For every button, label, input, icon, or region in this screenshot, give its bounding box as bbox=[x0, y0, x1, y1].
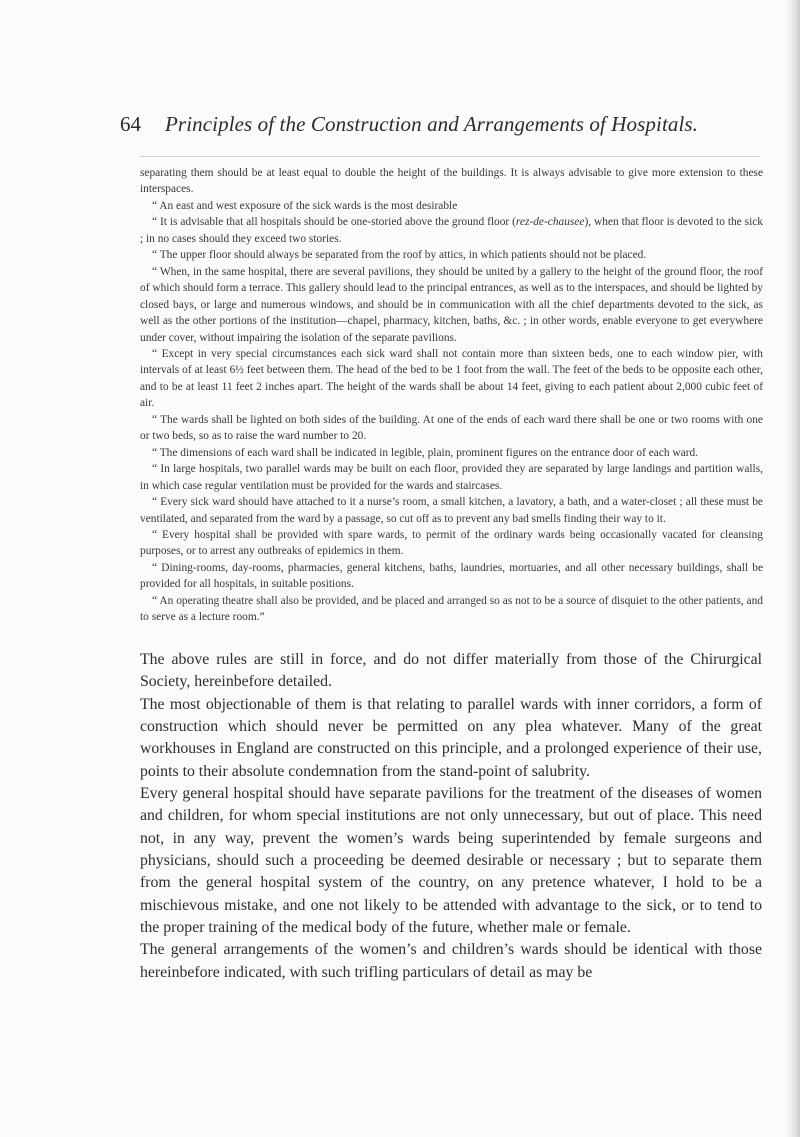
page-header bbox=[120, 112, 740, 142]
rule-paragraph: “ Every hospital shall be provided with spare wards, to permit of the ordinary wards being occasionally vacated for cleansing purposes, or to arrest any outbreaks of epidemics in them. bbox=[140, 528, 763, 558]
rule-paragraph: “ An east and west exposure of the sick wards is the most desirable bbox=[152, 199, 458, 212]
page-number: 64 bbox=[120, 112, 141, 136]
rule-paragraph: “ Except in very special circumstances each sick ward shall not contain more than sixteen beds, one to each window pier, with intervals of at least 6½ feet between them. The head of the bed to be 1 foot from the wall. The feet of the beds to be opposite each other, and to be at least 11 feet 2 inches apart. The height of the wards shall be about 14 feet, giving to each patient about 2,000 cubic feet of air. bbox=[140, 347, 763, 410]
rule-paragraph: “ When, in the same hospital, there are several pavilions, they should be united by a gallery to the height of the ground floor, the roof of which should form a terrace. This gallery should lead to the principal entrances, as well as to the interspaces, and should be lighted by closed bays, or large and numerous windows, and should be in communication with all the chief departments devoted to the sick, as well as the other portions of the institution—chapel, pharmacy, kitchen, baths, &c. ; in other words, enable everyone to get everywhere under cover, without impairing the isolation of the separate pavilions. bbox=[140, 265, 763, 344]
rule-paragraph: “ Dining-rooms, day-rooms, pharmacies, general kitchens, baths, laundries, mortuaries, and all other necessary buildings, shall be provided for all hospitals, in suitable positions. bbox=[140, 561, 763, 591]
rule-paragraph: “ The wards shall be lighted on both sides of the building. At one of the ends of each ward there shall be one or two rooms with one or two beds, so as to raise the ward number to 20. bbox=[140, 413, 763, 443]
rule-paragraph: “ In large hospitals, two parallel wards may be built on each floor, provided they are separated by large landings and partition walls, in which case regular ventilation must be provided for the wards and staircases. bbox=[140, 463, 763, 492]
rule-paragraph: “ Every sick ward should have attached to it a nurse’s room, a small kitchen, a lavatory, a bath, and a water-closet ; all these must be ventilated, and separated from the ward by a passage, so cut off as to prevent any bad smells finding their way to it. bbox=[140, 496, 763, 525]
body-paragraph: Every general hospital should have separate pavilions for the treatment of the diseases of women and children, for whom special institutions are not only unnecessary, but out of place. This need not, in any way, prevent the women’s wards being superintended by female surgeons and physicians, should such a proceeding be deemed desirable or necessary ; but to separate them from the general hospital system of the country, on any pretence whatever, I hold to be a mischievous mistake, and one not likely to be attended with advantage to the sick, or to tend to the proper training of the medical body of the future, whether male or female. bbox=[140, 785, 762, 937]
body-paragraph: The most objectionable of them is that relating to parallel wards with inner corridors, a form of construction which should never be permitted on any plea whatever. Many of the great workhouses in England are constructed on this principle, and a prolonged experience of their use, points to their absolute condemnation from the stand-point of salubrity. bbox=[140, 695, 762, 780]
quoted-rules-block bbox=[140, 165, 763, 626]
body-text bbox=[140, 649, 762, 984]
rule-paragraph: “ The upper floor should always be separated from the roof by attics, in which patients should not be placed. bbox=[152, 249, 647, 262]
rule-paragraph: “ It is advisable that all hospitals should be one-storied above the ground floor (rez-de-chausee), when that floor is devoted to the sick ; in no cases should they exceed two stories. bbox=[140, 216, 763, 245]
body-paragraph: The general arrangements of the women’s and children’s wards should be identical with those hereinbefore indicated, with such trifling particulars of detail as may be bbox=[140, 941, 762, 981]
page-edge-shadow bbox=[786, 0, 800, 1137]
rule-paragraph: “ An operating theatre shall also be provided, and be placed and arranged so as not to be a source of disquiet to the other patients, and to serve as a lecture room.” bbox=[140, 594, 763, 624]
rule-paragraph: separating them should be at least equal to double the height of the buildings. It is always advisable to give more extension to these interspaces. bbox=[140, 167, 763, 196]
rule-paragraph: “ The dimensions of each ward shall be indicated in legible, plain, prominent figures on the entrance door of each ward. bbox=[152, 446, 699, 459]
body-paragraph: The above rules are still in force, and do not differ materially from those of the Chirurgical Society, hereinbefore detailed. bbox=[140, 651, 762, 691]
header-rule bbox=[140, 156, 760, 157]
running-title: Principles of the Construction and Arrangements of Hospitals. bbox=[165, 112, 699, 136]
